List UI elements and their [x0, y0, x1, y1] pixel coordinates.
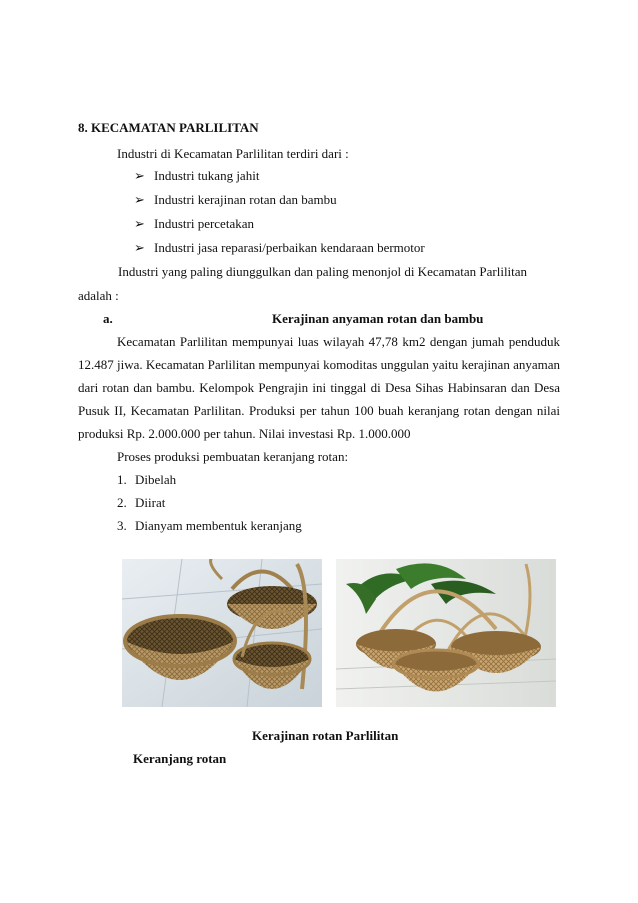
- arrow-bullet-icon: ➢: [134, 240, 145, 255]
- paragraph-line: 12.487 jiwa. Kecamatan Parlilitan mempunyai komoditas unggulan yaitu kerajinan anyaman: [78, 357, 560, 372]
- rattan-baskets-photo-right: [336, 559, 556, 707]
- bullet-text: Industri tukang jahit: [154, 168, 260, 183]
- step-number: 1.: [117, 472, 127, 487]
- subsection-marker: a.: [103, 311, 113, 326]
- arrow-bullet-icon: ➢: [134, 216, 145, 231]
- intro-text: Industri di Kecamatan Parlilitan terdiri dari :: [117, 146, 349, 161]
- bullet-text: Industri percetakan: [154, 216, 254, 231]
- bullet-item: [134, 192, 337, 208]
- arrow-bullet-icon: ➢: [134, 192, 145, 207]
- basket-photo-graphic: [336, 559, 556, 707]
- arrow-bullet-icon: ➢: [134, 168, 145, 183]
- process-intro: Proses produksi pembuatan keranjang rotan:: [117, 449, 349, 464]
- basket-photo-graphic: [122, 559, 322, 707]
- paragraph-line: Kecamatan Parlilitan mempunyai luas wilayah 47,78 km2 dengan jumah penduduk: [117, 334, 560, 349]
- paragraph-line: produksi Rp. 2.000.000 per tahun. Nilai investasi Rp. 1.000.000: [78, 426, 411, 441]
- highlight-line: adalah :: [78, 288, 119, 303]
- step-item: [117, 495, 165, 511]
- rattan-baskets-photo-left: [122, 559, 322, 707]
- paragraph-line: Pusuk II, Kecamatan Parlilitan. Produksi per tahun 100 buah keranjang rotan dengan nilai: [78, 403, 560, 418]
- highlight-line: Industri yang paling diunggulkan dan paling menonjol di Kecamatan Parlilitan: [118, 264, 528, 279]
- section-heading: 8. KECAMATAN PARLILITAN: [78, 120, 259, 135]
- bullet-text: Industri jasa reparasi/perbaikan kendaraan bermotor: [154, 240, 425, 255]
- bullet-item: [134, 240, 425, 256]
- bullet-item: [134, 216, 254, 232]
- figure-subcaption: Keranjang rotan: [133, 751, 227, 766]
- bullet-item: [134, 168, 259, 184]
- step-text: Dianyam membentuk keranjang: [135, 518, 302, 533]
- step-number: 3.: [117, 518, 127, 533]
- step-text: Dibelah: [135, 472, 177, 487]
- bullet-text: Industri kerajinan rotan dan bambu: [154, 192, 337, 207]
- step-item: [117, 472, 176, 488]
- step-item: [117, 518, 302, 534]
- step-number: 2.: [117, 495, 127, 510]
- paragraph-line: dari rotan dan bambu. Kelompok Pengrajin ini tinggal di Desa Sihas Habinsaran dan Desa: [78, 380, 560, 395]
- figure-caption: Kerajinan rotan Parlilitan: [252, 728, 399, 743]
- step-text: Diirat: [135, 495, 166, 510]
- subsection-title: Kerajinan anyaman rotan dan bambu: [272, 311, 484, 326]
